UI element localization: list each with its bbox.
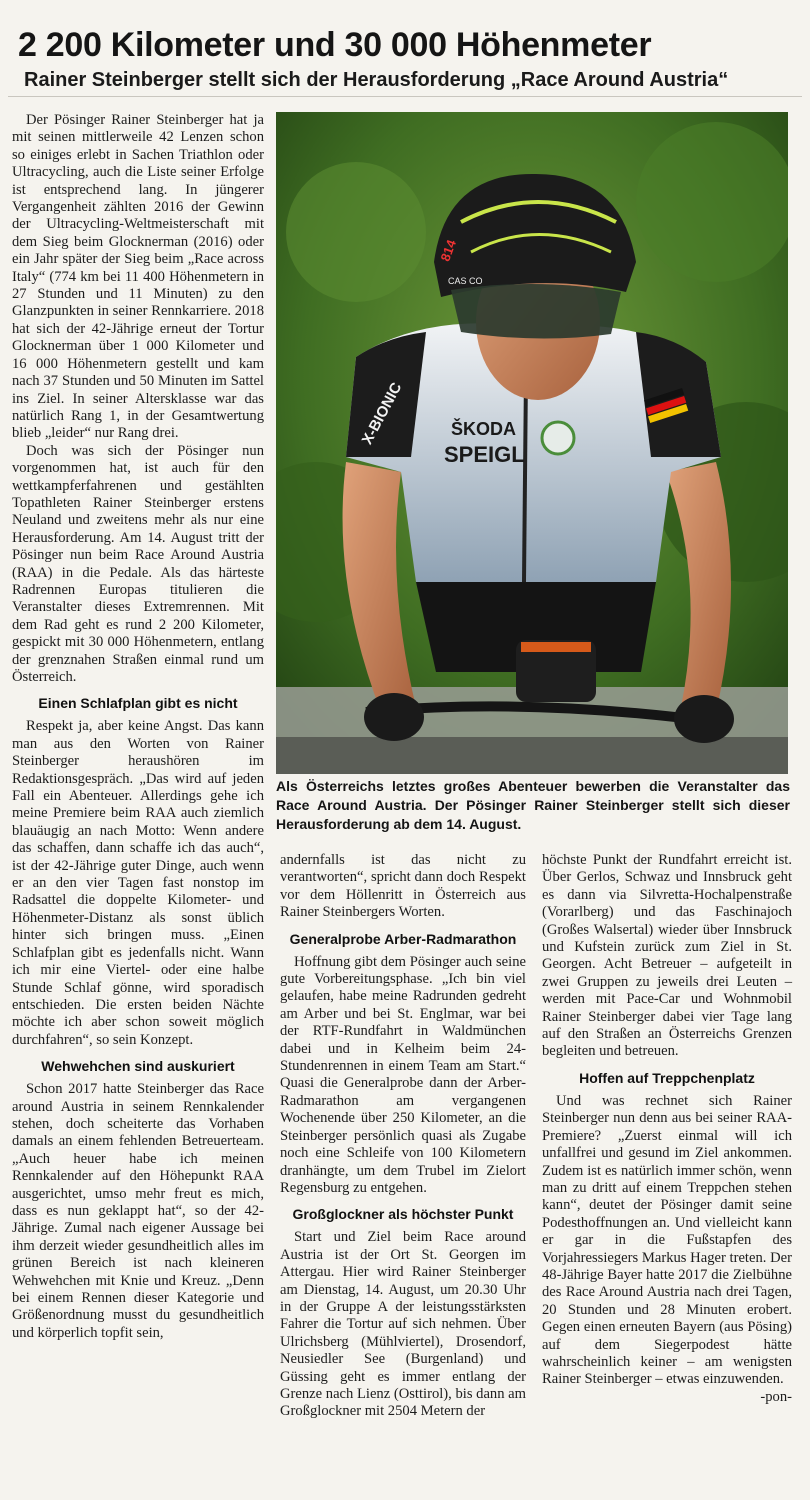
paragraph: höchste Punkt der Rundfahrt erreicht ist. Über Gerlos, Schwaz und Innsbruck geht es dann via Silvretta-Hochalpenstraße (Vorarlberg) und das Faschinajoch (Großes Walsertal) wieder über Innsbruck und Kufstein zurück zum Ziel in St. Georgen. Acht Betreuer – aufgeteilt in zwei Gruppen zu jeweils drei Leuten – werden mit Pace-Car und Wohnmobil Rainer Steinberger dabei vier Tage lang auf den Straßen an Österreichs Grenzen begleiten und betreuen.	[542, 852, 792, 1060]
jersey-brand-main: SPEIGL	[444, 442, 525, 467]
paragraph: Hoffnung gibt dem Pösinger auch seine gute Vorbereitungsphase. „Ich bin viel gelaufen, habe meine Radrunden gedreht am Arber und bei St. Englmar, war bei der RTF-Rundfahrt in Waldmünchen dabei und in Kelheim beim 24-Stundenrennen in einem Team am Start.“ Quasi die Generalprobe dann der Arber-Radmarathon am vergangenen Wochenende über 250 Kilometer, an die Steinberger persönlich quasi als Zugabe noch eine Schleife von 100 Kilometern dranhängte, um dem Trubel im Zielort Regensburg zu entgehen.	[280, 953, 526, 1196]
paragraph: Respekt ja, aber keine Angst. Das kann man aus den Worten von Rainer Steinberger heraushören im Redaktionsgespräch. „Das wird auf jeden Fall ein Abenteuer. Allerdings gehe ich meine Premiere beim RAA auch ziemlich blauäugig an nach Motto: Wenn andere das schaffen, dann schaffe ich das auch“, ist der 42-Jährige guter Dinge, auch wenn er an den vier Tagen fast nonstop im Radsattel die doppelte Kilometer- und Höhenmeter-Distanz als sonst üblich hinter sich bringen muss. „Einen Schlafplan gibt es jedenfalls nicht. Wann ich mir eine Viertel- oder eine halbe Stunde Schlaf gönne, wird sporadisch entschieden. Die ersten beiden Nächte möchte ich aber schon soweit möglich durchfahren“, so sein Konzept.	[12, 718, 264, 1048]
headline: 2 200 Kilometer und 30 000 Höhenmeter	[18, 26, 652, 64]
column-2	[280, 852, 526, 1421]
jersey-brand-top: ŠKODA	[451, 419, 517, 439]
helmet-text: CAS CO	[448, 276, 483, 286]
sleeve-text: X-BIONIC	[358, 379, 406, 448]
paragraph: Doch was sich der Pösinger nun vorgenommen hat, ist auch für den wettkampferfahrenen und gestählten Topathleten Rainer Steinberger erstens Neuland und zweitens mehr als nur eine Herausforderung. Am 14. August tritt der Pösinger nun beim Race Around Austria (RAA) in die Pedale. Als das härteste Radrennen Europas titulieren die Veranstalter dieses Extremrennen. Mit dem Rad geht es rund 2 200 Kilometer, gespickt mit 30 000 Höhenmetern, entlang der grenznahen Straßen einmal rund um Österreich.	[12, 442, 264, 685]
column-1	[12, 112, 264, 1342]
section-heading: Generalprobe Arber-Radmarathon	[289, 930, 517, 947]
paragraph: Start und Ziel beim Race around Austria ist der Ort St. Georgen im Attergau. Hier wird Rainer Steinberger am Dienstag, 14. August, um 20.30 Uhr in der Gruppe A der leistungsstärksten Fahrer die Tortur auf sich nehmen. Über Ulrichsberg (Mühlviertel), Drosendorf, Neusiedler See (Burgenland) und Güssing geht es immer entlang der Grenze nach Lienz (Osttirol), bis dann am Großglockner mit 2504 Metern der	[280, 1229, 526, 1420]
divider	[8, 96, 802, 97]
paragraph: andernfalls ist das nicht zu verantworten“, spricht dann doch Respekt vor dem Höllenritt in Österreich aus Rainer Steinbergers Worten.	[280, 852, 526, 921]
section-heading: Einen Schlafplan gibt es nicht	[38, 695, 238, 712]
photo-caption: Als Österreichs letztes großes Abenteuer bewerben die Veranstalter das Race Around Austria. Der Pösinger Rainer Steinberger stellt sich dieser Herausforderung ab dem 14. August.	[276, 778, 790, 832]
skoda-logo-icon	[542, 422, 574, 454]
section-heading: Hoffen auf Treppchenplatz	[579, 1069, 755, 1086]
paragraph: Der Pösinger Rainer Steinberger hat ja mit seinen mittlerweile 42 Lenzen schon so einiges erlebt in Sachen Triathlon oder Ultracycling, auch die Liste seiner Erfolge ist entsprechend lang. In jüngerer Vergangenheit zählten 2016 der Gewinn der Ultracycling-Weltmeisterschaft mit dem Sieg beim Glocknerman (2016) oder ein Jahr später der Sieg beim „Race across Italy“ (774 km bei 11 400 Höhenmetern in 27 Stunden und 11 Minuten) zu den Glanzpunkten in seiner Rennkarriere. 2018 hat sich der 42-Jährige erneut der Tortur Glocknerman über 1 000 Kilometer und 16 000 Höhenmetern gestellt und kam nach 37 Stunden und 50 Minuten im Sattel ins Ziel. In seiner Altersklasse war das natürlich Rang 1, in der Gesamtwertung blieb „leider“ nur Rang drei.	[12, 112, 264, 442]
helmet-number: 814	[437, 237, 460, 264]
section-heading: Großglockner als höchster Punkt	[292, 1206, 514, 1223]
author-signature: -pon-	[760, 1388, 792, 1405]
paragraph: Schon 2017 hatte Steinberger das Race around Austria in seinem Rennkalender stehen, doch scheiterte das Vorhaben damals an einem fehlenden Betreuerteam. „Auch heuer habe ich meinen Rennkalender auf den Höhepunkt RAA ausgerichtet, umso mehr freut es mich, dass es nun geklappt hat“, so der 42-Jährige. Zumal nach eigener Aussage bei ihm derzeit wieder gesundheitlich alles im grünen Bereich ist nach kleineren Wehwehchen mit Knie und Kreuz. „Denn bei einem Rennen dieser Kategorie und Größenordnung musst du gesundheitlich und körperlich topfit sein,	[12, 1081, 264, 1341]
subheadline: Rainer Steinberger stellt sich der Herausforderung „Race Around Austria“	[24, 69, 729, 91]
cyclist-photo	[276, 112, 788, 774]
section-heading: Wehwehchen sind auskuriert	[41, 1058, 235, 1075]
paragraph: Und was rechnet sich Rainer Steinberger nun denn aus bei seiner RAA-Premiere? „Zuerst einmal will ich unfallfrei und gesund im Ziel ankommen. Zudem ist es natürlich immer schön, wenn man zu dritt auf einem Treppchen stehen kann“, deutet der Pösinger damit seine Podesthoffnungen an. Und vielleicht kann er gar in die Fußstapfen des Vorjahressiegers Markus Hager treten. Der 48-Jährige Bayer hatte 2017 die Zielbühne des Race Around Austria nach drei Tagen, 20 Stunden und 28 Minuten erobert. Gegen einen erneuten Bayern (aus Pösing) auf dem Siegerpodest hätte wahrscheinlich keiner – am wenigsten Rainer Steinberger – etwas einzuwenden.	[542, 1092, 792, 1388]
column-3	[542, 852, 792, 1406]
